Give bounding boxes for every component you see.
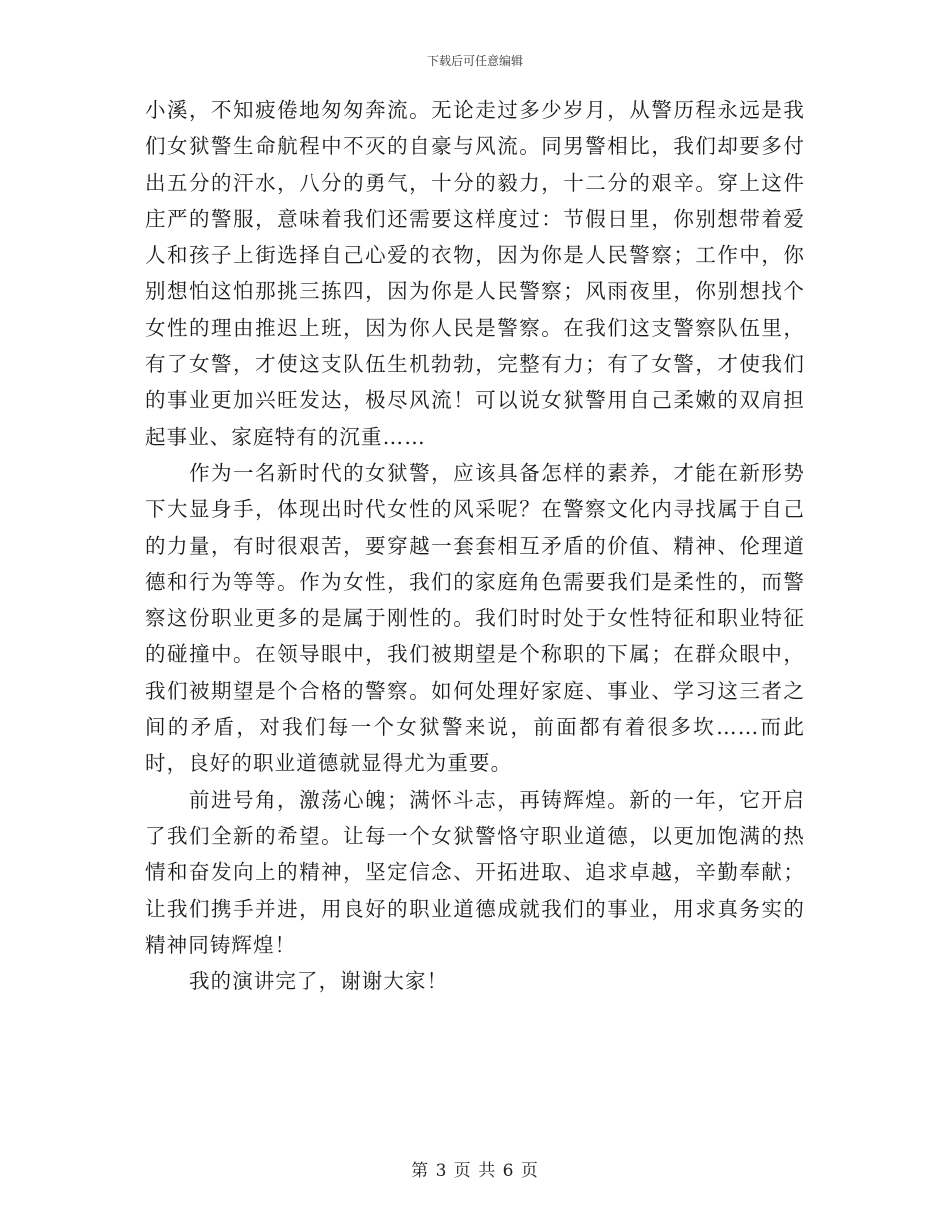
paragraph-2: 作为一名新时代的女狱警，应该具备怎样的素养，才能在新形势下大显身手，体现出时代女性的风采呢？在警察文化内寻找属于自己的力量，有时很艰苦，要穿越一套套相互矛盾的价值、精神、伦理道德和行为等等。作为女性，我们的家庭角色需要我们是柔性的，而警察这份职业更多的是属于刚性的。我们时时处于女性特征和职业特征的碰撞中。在领导眼中，我们被期望是个称职的下属；在群众眼中，我们被期望是个合格的警察。如何处理好家庭、事业、学习这三者之间的矛盾，对我们每一个女狱警来说，前面都有着很多坎……而此时，良好的职业道德就显得尤为重要。 (145, 460, 805, 776)
document-body (145, 92, 805, 999)
page-footer: 第 3 页 共 6 页 (411, 1161, 539, 1181)
paragraph-4: 我的演讲完了，谢谢大家！ (189, 969, 449, 994)
paragraph-1: 小溪，不知疲倦地匆匆奔流。无论走过多少岁月，从警历程永远是我们女狱警生命航程中不灭的自豪与风流。同男警相比，我们却要多付出五分的汗水，八分的勇气，十分的毅力，十二分的艰辛。穿上这件庄严的警服，意味着我们还需要这样度过：节假日里，你别想带着爱人和孩子上街选择自己心爱的衣物，因为你是人民警察；工作中，你别想怕这怕那挑三拣四，因为你是人民警察；风雨夜里，你别想找个女性的理由推迟上班，因为你人民是警察。在我们这支警察队伍里，有了女警，才使这支队伍生机勃勃，完整有力；有了女警，才使我们的事业更加兴旺发达，极尽风流！可以说女狱警用自己柔嫩的双肩担起事业、家庭特有的沉重…… (145, 98, 805, 449)
paragraph-3: 前进号角，激荡心魄；满怀斗志，再铸辉煌。新的一年，它开启了我们全新的希望。让每一个女狱警恪守职业道德，以更加饱满的热情和奋发向上的精神，坚定信念、开拓进取、追求卓越，辛勤奉献；让我们携手并进，用良好的职业道德成就我们的事业，用求真务实的精神同铸辉煌！ (145, 787, 805, 957)
page-header: 下载后可任意编辑 (426, 54, 523, 68)
